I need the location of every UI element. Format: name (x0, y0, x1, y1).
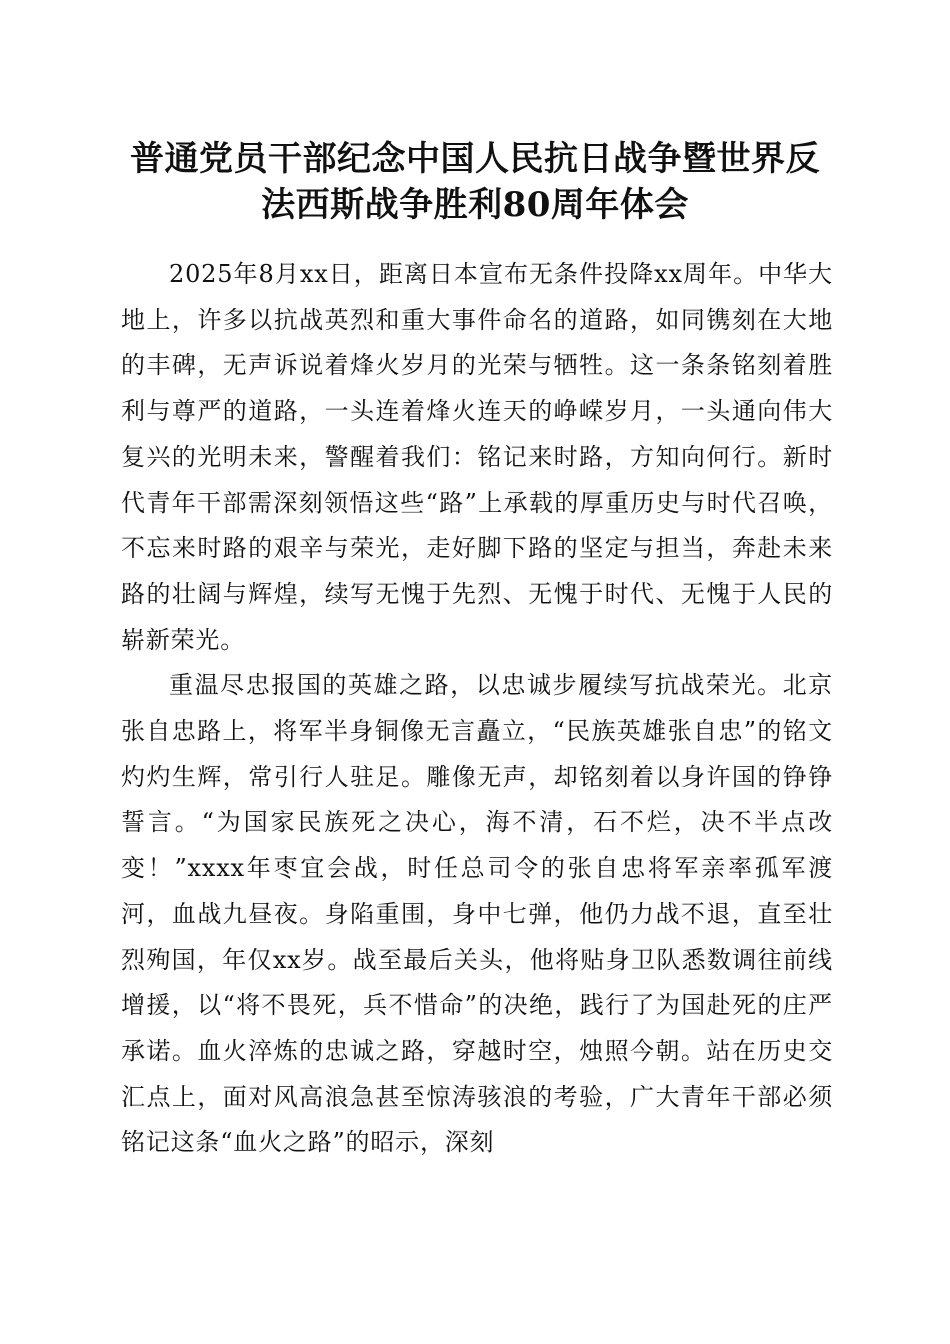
title-line-2: 法西斯战争胜利80周年体会 (261, 185, 689, 225)
paragraph-2: 重温尽忠报国的英雄之路，以忠诚步履续写抗战荣光。北京张自忠路上，将军半身铜像无言矗立，“民族英雄张自忠”的铭文灼灼生辉，常引行人驻足。雕像无声，却铭刻着以身许国的铮铮誓言。“为国家民族死之决心，海不清，石不烂，决不半点改变！”xxxx年枣宜会战，时任总司令的张自忠将军亲率孤军渡河，血战九昼夜。身陷重围，身中七弹，他仍力战不退，直至壮烈殉国，年仅xx岁。战至最后关头，他将贴身卫队悉数调往前线增援，以“将不畏死，兵不惜命”的决绝，践行了为国赴死的庄严承诺。血火淬炼的忠诚之路，穿越时空，烛照今朝。站在历史交汇点上，面对风高浪急甚至惊涛骇浪的考验，广大青年干部必须铭记这条“血火之路”的昭示，深刻 (121, 671, 833, 1157)
document-title (110, 136, 840, 228)
document-body (121, 252, 833, 1166)
paragraph-1: 2025年8月xx日，距离日本宣布无条件投降xx周年。中华大地上，许多以抗战英烈和重大事件命名的道路，如同镌刻在大地的丰碑，无声诉说着烽火岁月的光荣与牺牲。这一条条铭刻着胜利与尊严的道路，一头连着烽火连天的峥嵘岁月，一头通向伟大复兴的光明未来，警醒着我们：铭记来时路，方知向何行。新时代青年干部需深刻领悟这些“路”上承载的厚重历史与时代召唤，不忘来时路的艰辛与荣光，走好脚下路的坚定与担当，奔赴未来路的壮阔与辉煌，续写无愧于先烈、无愧于时代、无愧于人民的崭新荣光。 (121, 260, 833, 654)
title-line-1: 普通党员干部纪念中国人民抗日战争暨世界反 (130, 139, 820, 179)
